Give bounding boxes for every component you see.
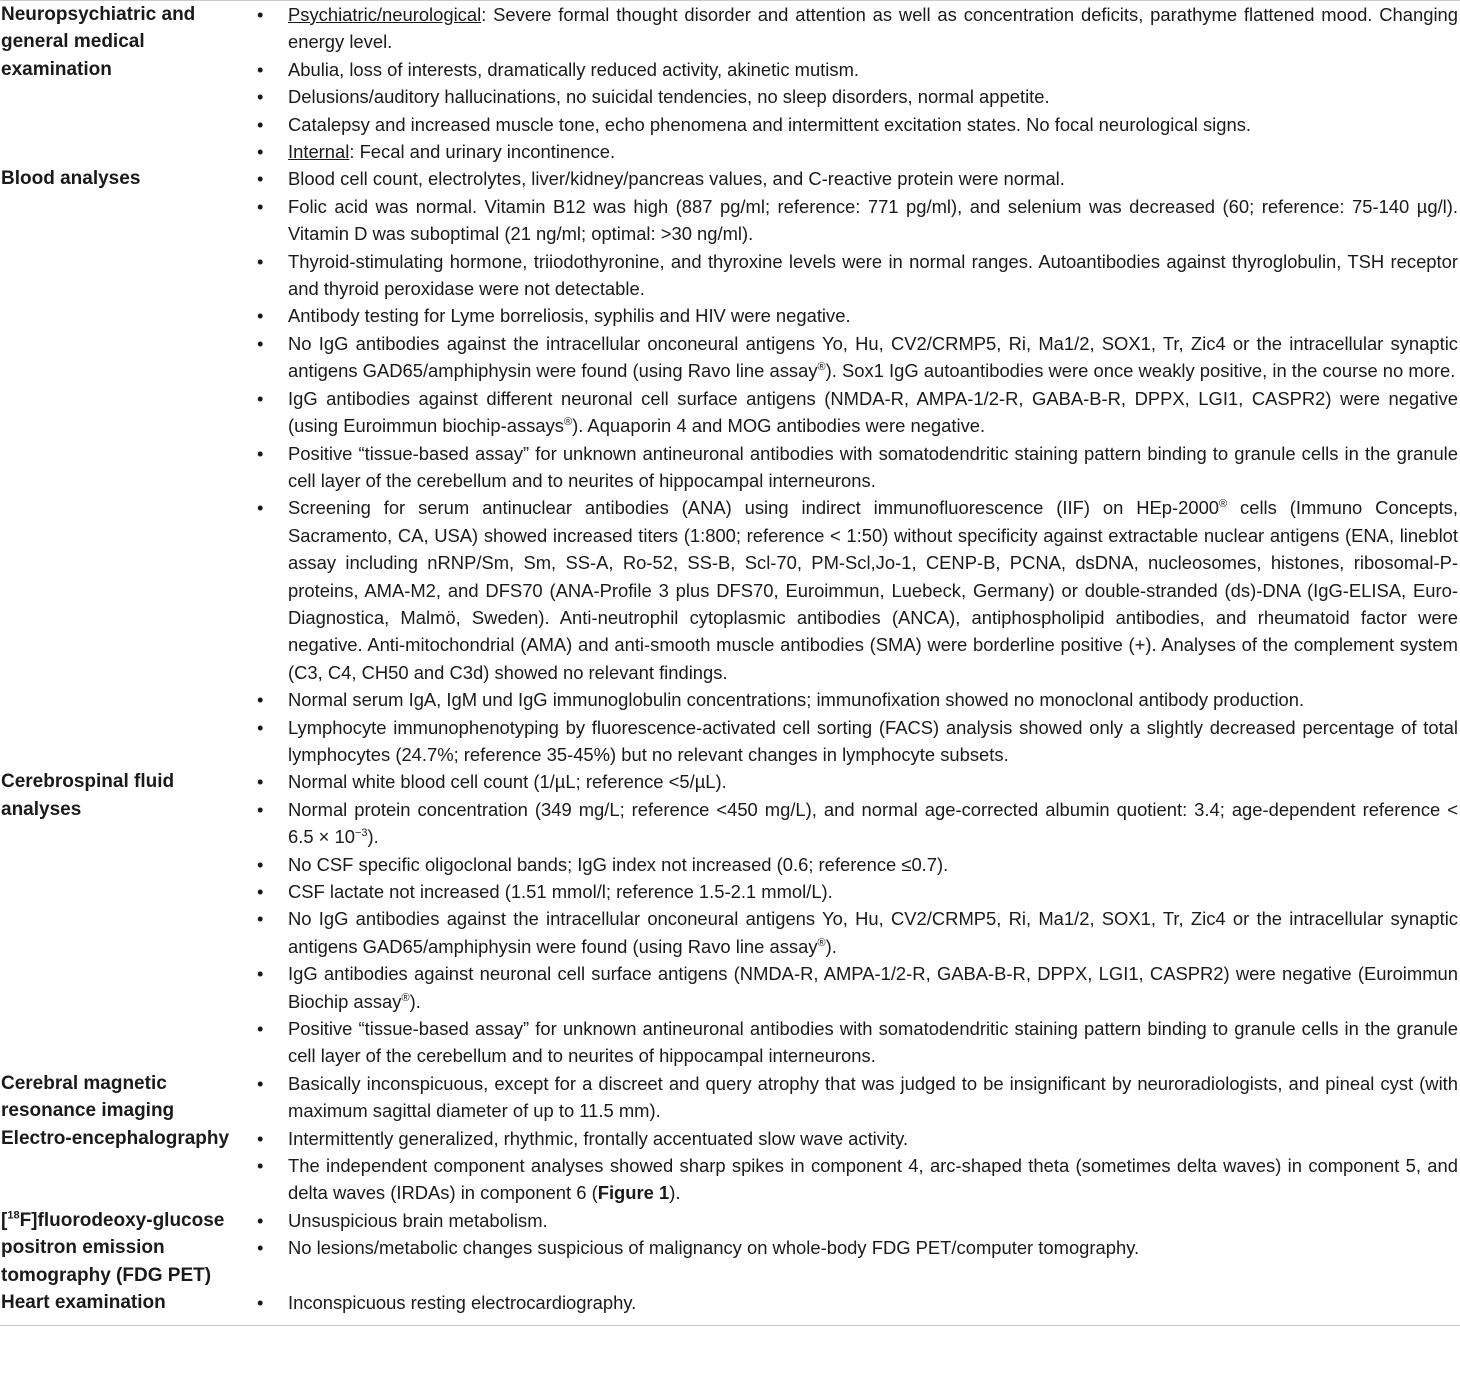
bullet-icon: • [257,963,264,985]
finding-text [288,851,1458,878]
row-label-text: Cerebrospinal fluid analyses [1,771,175,820]
finding-body: : Severe formal thought disorder and attention as well as concentration deficits, parathyme flattened mood. Changing energy level. [288,4,1458,53]
row-findings [245,165,1460,768]
finding-text [288,193,1458,248]
list-item [245,878,1460,905]
bullet-icon: • [257,716,264,738]
bullet-icon: • [257,1155,264,1177]
table-row [0,1,1460,165]
finding-text [288,138,1458,165]
row-label-text: Neuropsychiatric and general medical examination [1,4,196,80]
finding-text [288,878,1458,905]
table-row [0,1207,1460,1289]
finding-body: No IgG antibodies against the intracellular onconeural antigens Yo, Hu, CV2/CRMP5, Ri, Ma1/2, SOX1, Tr, Zic4 or the intracellular synaptic antigens GAD65/amphiphysin were found (using Ravo line assay [288,908,1458,957]
finding-body: No CSF specific oligoclonal bands; IgG index not increased (0.6; reference ≤0.7). [288,853,949,875]
bullet-icon: • [257,771,264,793]
list-item [245,138,1460,165]
list-item [245,248,1460,303]
row-label [0,1125,245,1207]
row-findings [245,768,1460,1069]
finding-body: No IgG antibodies against the intracellular onconeural antigens Yo, Hu, CV2/CRMP5, Ri, Ma1/2, SOX1, Tr, Zic4 or the intracellular synaptic antigens GAD65/amphiphysin were found (using Ravo line assay [288,332,1458,382]
finding-text [288,440,1458,495]
list-item [245,494,1460,686]
bullet-icon: • [257,1292,264,1314]
list-item [245,385,1460,440]
bullet-icon: • [257,58,264,80]
row-label-superscript: 18 [7,1209,20,1222]
finding-body: Unsuspicious brain metabolism. [288,1209,548,1231]
finding-text [288,165,1458,192]
row-label-text: Cerebral magnetic resonance imaging [1,1072,175,1122]
finding-body: Positive “tissue-based assay” for unknown antineuronal antibodies with somatodendritic staining pattern binding to granule cells in the granule cell layer of the cerebellum and to neurites of hippocampal interneurons. [288,1018,1458,1067]
list-item [245,193,1460,248]
finding-text [288,796,1458,851]
finding-tail: ). Aquaporin 4 and MOG antibodies were negative. [572,415,986,437]
finding-tail: ). [409,990,421,1012]
bullet-icon: • [257,881,264,902]
bullet-icon: • [257,1072,264,1094]
table-row [0,1125,1460,1207]
bullet-icon: • [257,86,264,108]
row-label-text: Heart examination [1,1292,166,1314]
bullet-icon: • [257,195,264,217]
finding-body: Inconspicuous resting electrocardiography. [288,1292,637,1314]
finding-tail: ). Sox1 IgG autoantibodies were once weakly positive, in the course no more. [825,360,1456,382]
row-findings [245,1207,1460,1289]
bullet-icon: • [257,442,264,464]
finding-body: IgG antibodies against neuronal cell surface antigens (NMDA-R, AMPA-1/2-R, GABA-B-R, DPPX, LGI1, CASPR2) were negative (Euroimmun Biochip assay [288,963,1458,1012]
finding-body: Antibody testing for Lyme borreliosis, syphilis and HIV were negative. [288,305,851,327]
bullet-icon: • [257,497,264,519]
list-item [245,796,1460,851]
list-item [245,83,1460,110]
finding-heading: Internal [288,141,350,163]
finding-body: Normal protein concentration (349 mg/L; reference <450 mg/L), and normal age-corrected albumin quotient: 3.4; age-dependent reference < 6.5 × 10 [288,798,1458,848]
finding-heading: Psychiatric/neurological [288,4,482,25]
finding-text [288,330,1458,385]
list-item [245,165,1460,192]
list-item [245,905,1460,960]
row-findings [245,1289,1460,1316]
bullet-icon: • [257,1237,264,1259]
finding-text [288,1234,1458,1261]
list-item [245,56,1460,83]
finding-body: Abulia, loss of interests, dramatically reduced activity, akinetic mutism. [288,58,860,80]
finding-text [288,302,1458,329]
finding-text [288,1207,1458,1234]
finding-body: Thyroid-stimulating hormone, triiodothyronine, and thyroxine levels were in normal ranges. Autoantibodies against thyroglobulin, TSH receptor and thyroid peroxidase were not detectable. [288,250,1458,300]
finding-body: : Fecal and urinary incontinence. [349,141,616,163]
bottom-rule [0,1325,1460,1326]
table-row [0,165,1460,768]
finding-body: Catalepsy and increased muscle tone, echo phenomena and intermittent excitation states. No focal neurological signs. [288,113,1252,135]
finding-text [288,1015,1458,1070]
row-findings [245,1125,1460,1207]
finding-body: CSF lactate not increased (1.51 mmol/l; reference 1.5-2.1 mmol/L). [288,881,833,902]
list-item [245,1070,1460,1125]
finding-text [288,56,1458,83]
list-item [245,440,1460,495]
finding-text [288,1125,1458,1152]
row-label-text: Blood analyses [1,168,141,190]
list-item [245,330,1460,385]
bullet-icon: • [257,1018,264,1040]
bullet-icon: • [257,250,264,272]
finding-text [288,905,1458,960]
bullet-icon: • [257,305,264,327]
row-label [0,1,245,165]
list-item [245,686,1460,713]
finding-body: Basically inconspicuous, except for a discreet and query atrophy that was judged to be insignificant by neuroradiologists, and pineal cyst (with maximum sagittal diameter of up to 11.5 mm). [288,1072,1458,1122]
bullet-icon: • [257,798,264,820]
bullet-icon: • [257,168,264,190]
finding-tail: ). [669,1182,681,1204]
figure-reference: Figure 1 [597,1182,670,1204]
row-label [0,1289,245,1316]
bullet-icon: • [257,853,264,875]
finding-text [288,111,1458,138]
row-label-text: F]fluorodeoxy-glucose positron emission tomography (FDG PET) [1,1209,225,1286]
table-row [0,1070,1460,1125]
bullet-icon: • [257,332,264,354]
finding-text [288,1070,1458,1125]
bullet-icon: • [257,141,264,163]
row-label [0,1070,245,1125]
list-item [245,1125,1460,1152]
row-label [0,1207,245,1289]
finding-text [288,768,1458,795]
finding-superscript: ® [817,936,826,949]
list-item [245,111,1460,138]
list-item [245,1207,1460,1234]
finding-text [288,385,1458,440]
bullet-icon: • [257,1127,264,1149]
list-item [245,1152,1460,1207]
bullet-icon: • [257,387,264,409]
finding-tail: cells (Immuno Concepts, Sacramento, CA, USA) showed increased titers (1:800; reference < 1:50) without specificity against extractable nuclear antigens (ENA, lineblot assay including nRNP/Sm, Sm, SS-A, Ro-52, SS-B, Scl-70, PM-Scl,Jo-1, CENP-B, PCNA, dsDNA, nucleosomes, histones, ribosomal-P-proteins, AMA-M2, and DFS70 (ANA-Profile 3 plus DFS70, Euroimmun, Luebeck, Germany) or double-stranded (ds)-DNA (IgG-ELISA, Euro-Diagnostica, Malmö, Sweden). Anti-neutrophil cytoplasmic antibodies (ANCA), antiphospholipid antibodies, and rheumatoid factor were negative. Anti-mitochondrial (AMA) and anti-smooth muscle antibodies (SMA) were borderline positive (+). Analyses of the complement system (C3, C4, CH50 and C3d) showed no relevant findings. [288,497,1458,683]
list-item [245,960,1460,1015]
finding-text [288,1,1458,56]
finding-body: The independent component analyses showed sharp spikes in component 4, arc-shaped theta (sometimes delta waves) in component 5, and delta waves (IRDAs) in component 6 ( [288,1155,1458,1204]
finding-body: Normal serum IgA, IgM und IgG immunoglobulin concentrations; immunofixation showed no monoclonal antibody production. [288,689,1305,711]
list-item [245,851,1460,878]
finding-body: Normal white blood cell count (1/µL; reference <5/µL). [288,771,727,793]
list-item [245,1,1460,56]
finding-text [288,714,1458,769]
finding-text [288,1289,1458,1316]
finding-body: Folic acid was normal. Vitamin B12 was high (887 pg/ml; reference: 771 pg/ml), and selenium was decreased (60; reference: 75-140 µg/l). Vitamin D was suboptimal (21 ng/ml; optimal: >30 ng/ml). [288,195,1458,245]
row-label-text: Electro-encephalography [1,1127,230,1149]
bullet-icon: • [257,689,264,711]
table-body [0,1,1460,1317]
row-label [0,768,245,1069]
list-item [245,768,1460,795]
row-findings [245,1070,1460,1125]
finding-superscript: ® [563,415,573,428]
bullet-icon: • [257,1209,264,1231]
finding-text [288,1152,1458,1207]
list-item [245,714,1460,769]
list-item [245,302,1460,329]
table-row [0,768,1460,1069]
finding-text [288,686,1458,713]
finding-superscript: ® [817,361,826,374]
finding-body: IgG antibodies against different neuronal cell surface antigens (NMDA-R, AMPA-1/2-R, GABA-B-R, DPPX, LGI1, CASPR2) were negative (using Euroimmun biochip-assays [288,387,1458,437]
finding-body: No lesions/metabolic changes suspicious of malignancy on whole-body FDG PET/computer tomography. [288,1237,1140,1259]
finding-text [288,494,1458,686]
row-label [0,165,245,768]
table-row [0,1289,1460,1316]
bullet-icon: • [257,113,264,135]
finding-superscript: −3 [354,827,368,840]
list-item [245,1289,1460,1316]
list-item [245,1015,1460,1070]
finding-tail: ). [367,826,379,848]
finding-body: Lymphocyte immunophenotyping by fluorescence-activated cell sorting (FACS) analysis showed only a slightly decreased percentage of total lymphocytes (24.7%; reference 35-45%) but no relevant changes in lymphocyte subsets. [288,716,1458,765]
finding-body: Positive “tissue-based assay” for unknown antineuronal antibodies with somatodendritic staining pattern binding to granule cells in the granule cell layer of the cerebellum and to neurites of hippocampal interneurons. [288,442,1458,491]
finding-body: Intermittently generalized, rhythmic, frontally accentuated slow wave activity. [288,1127,909,1149]
finding-tail: ). [825,935,837,957]
row-findings [245,1,1460,165]
finding-text [288,248,1458,303]
finding-body: Screening for serum antinuclear antibodies (ANA) using indirect immunofluorescence (IIF) on HEp-2000 [288,497,1220,519]
row-label-prefix: [ [1,1209,8,1231]
finding-superscript: ® [1219,498,1228,511]
finding-text [288,960,1458,1015]
finding-text [288,83,1458,110]
list-item [245,1234,1460,1261]
finding-body: Delusions/auditory hallucinations, no suicidal tendencies, no sleep disorders, normal appetite. [288,86,1050,108]
finding-superscript: ® [401,991,410,1004]
finding-body: Blood cell count, electrolytes, liver/kidney/pancreas values, and C-reactive protein were normal. [288,168,1065,190]
bullet-icon: • [257,908,264,930]
bullet-icon: • [257,4,264,25]
